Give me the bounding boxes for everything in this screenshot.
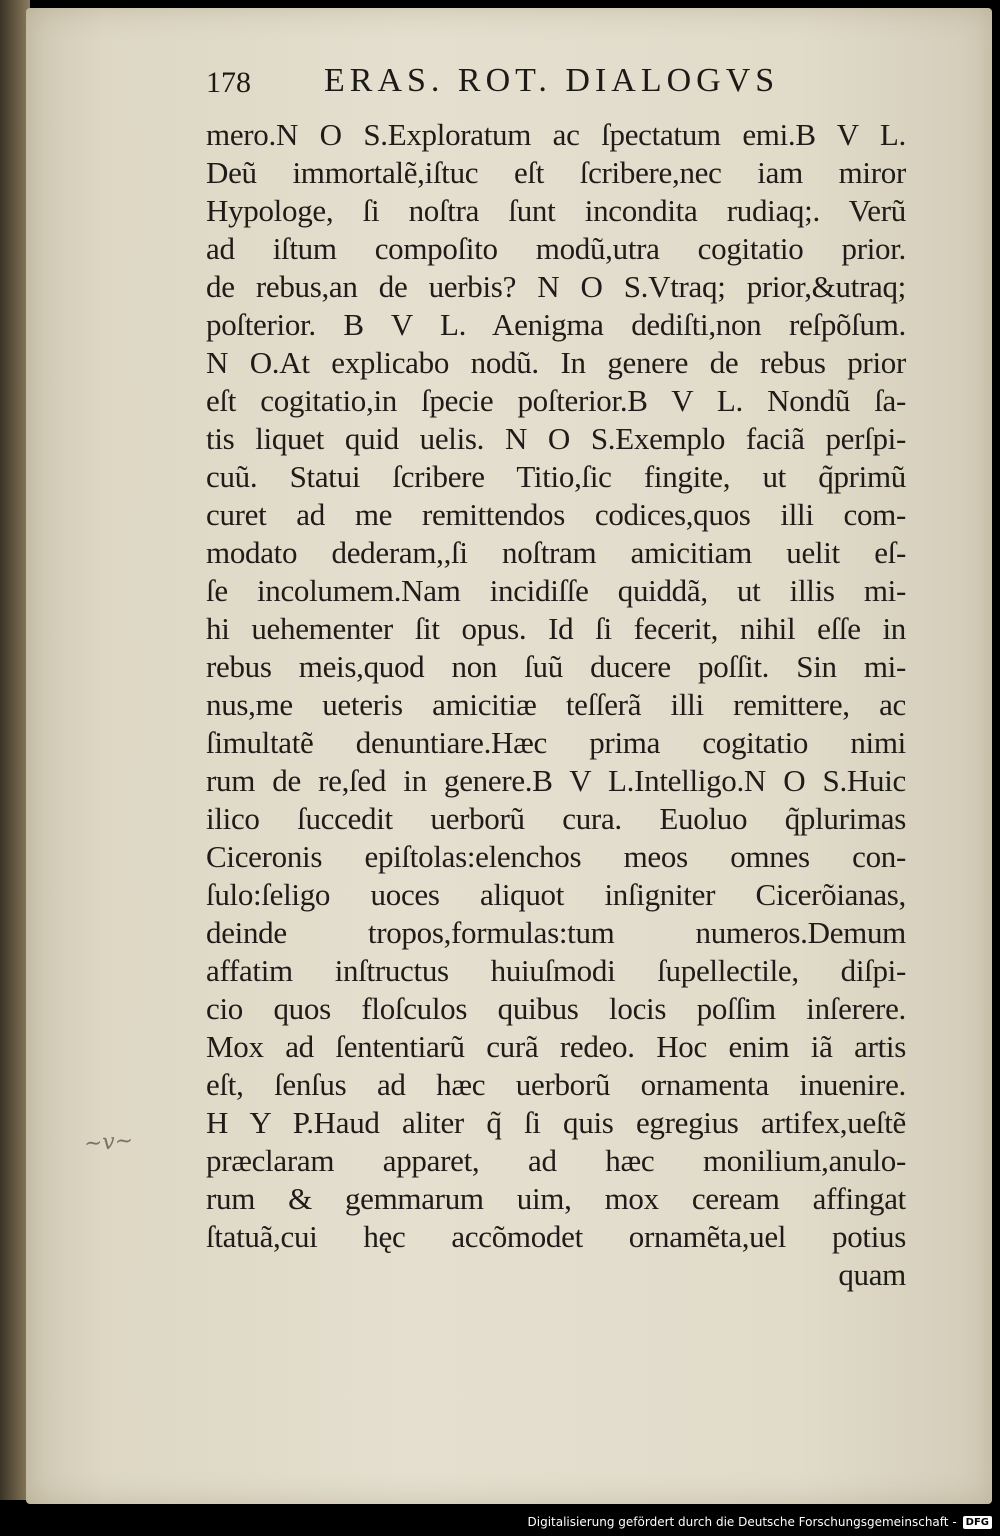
text-line: ad iſtum compoſito modũ,utra cogitatio prior. — [206, 231, 906, 266]
text-line: ſe incolumem.Nam incidiſſe quiddã, ut illis mi- — [206, 573, 906, 608]
text-line: Deũ immortalẽ,iſtuc eſt ſcribere,nec iam miror — [206, 155, 906, 190]
text-line: mero.N O S.Exploratum ac ſpectatum emi.B V L. — [206, 117, 906, 152]
text-line: tis liquet quid uelis. N O S.Exemplo faciã perſpi- — [206, 421, 906, 456]
text-line: cio quos floſculos quibus locis poſſim inſerere. — [206, 991, 906, 1026]
text-line: ſimultatẽ denuntiare.Hæc prima cogitatio nimi — [206, 725, 906, 760]
text-line: de rebus,an de uerbis? N O S.Vtraq; prior,&utraq; — [206, 269, 906, 304]
text-line: Hypologe, ſi noſtra ſunt incondita rudiaq;. Verũ — [206, 193, 906, 228]
text-line: hi uehementer ſit opus. Id ſi fecerit, nihil eſſe in — [206, 611, 906, 646]
running-title: ERAS. ROT. DIALOGVS — [324, 62, 780, 99]
catchword: quam — [838, 1257, 906, 1292]
text-line: Ciceronis epiſtolas:elenchos meos omnes con- — [206, 839, 906, 874]
page-number: 178 — [206, 66, 251, 99]
text-line: curet ad me remittendos codices,quos illi com- — [206, 497, 906, 532]
text-line: affatim inſtructus huiuſmodi ſupellectile, diſpi- — [206, 953, 906, 988]
text-line: eſt, ſenſus ad hæc uerborũ ornamenta inuenire. — [206, 1067, 906, 1102]
text-line: præclaram apparet, ad hæc monilium,anulo- — [206, 1143, 906, 1178]
text-line: ſulo:ſeligo uoces aliquot inſigniter Cicerõianas, — [206, 877, 906, 912]
dfg-logo-icon: DFG — [963, 1516, 992, 1529]
text-line: cuũ. Statui ſcribere Titio,ſic fingite, ut q̃primũ — [206, 459, 906, 494]
text-line: poſterior. B V L. Aenigma dediſti,non reſpõſum. — [206, 307, 906, 342]
text-line: rum & gemmarum uim, mox ceream affingat — [206, 1181, 906, 1216]
footer-credit: Digitalisierung gefördert durch die Deutsche Forschungsgemeinschaft - — [527, 1515, 957, 1529]
running-head — [206, 62, 906, 112]
text-line: ilico ſuccedit uerborũ cura. Euoluo q̃plurimas — [206, 801, 906, 836]
digitization-footer — [527, 1512, 992, 1532]
text-line: Mox ad ſententiarũ curã redeo. Hoc enim iã artis — [206, 1029, 906, 1064]
text-line: rum de re,ſed in genere.B V L.Intelligo.N O S.Huic — [206, 763, 906, 798]
text-line: N O.At explicabo nodũ. In genere de rebus prior — [206, 345, 906, 380]
text-block — [206, 116, 906, 1294]
text-line: modato dederam,,ſi noſtram amicitiam uelit eſ- — [206, 535, 906, 570]
text-line: H Y P.Haud aliter q̃ ſi quis egregius artifex,ueſtẽ — [206, 1105, 906, 1140]
text-line: deinde tropos,formulas:tum numeros.Demum — [206, 915, 906, 950]
text-line: nus,me ueteris amicitiæ teſſerã illi remittere, ac — [206, 687, 906, 722]
text-line: ſtatuã,cui hęc accõmodet ornamẽta,uel potius — [206, 1219, 906, 1254]
text-line: rebus meis,quod non ſuũ ducere poſſit. Sin mi- — [206, 649, 906, 684]
text-line: eſt cogitatio,in ſpecie poſterior.B V L. Nondũ ſa- — [206, 383, 906, 418]
marginal-annotation: ~v~ — [83, 1128, 135, 1157]
